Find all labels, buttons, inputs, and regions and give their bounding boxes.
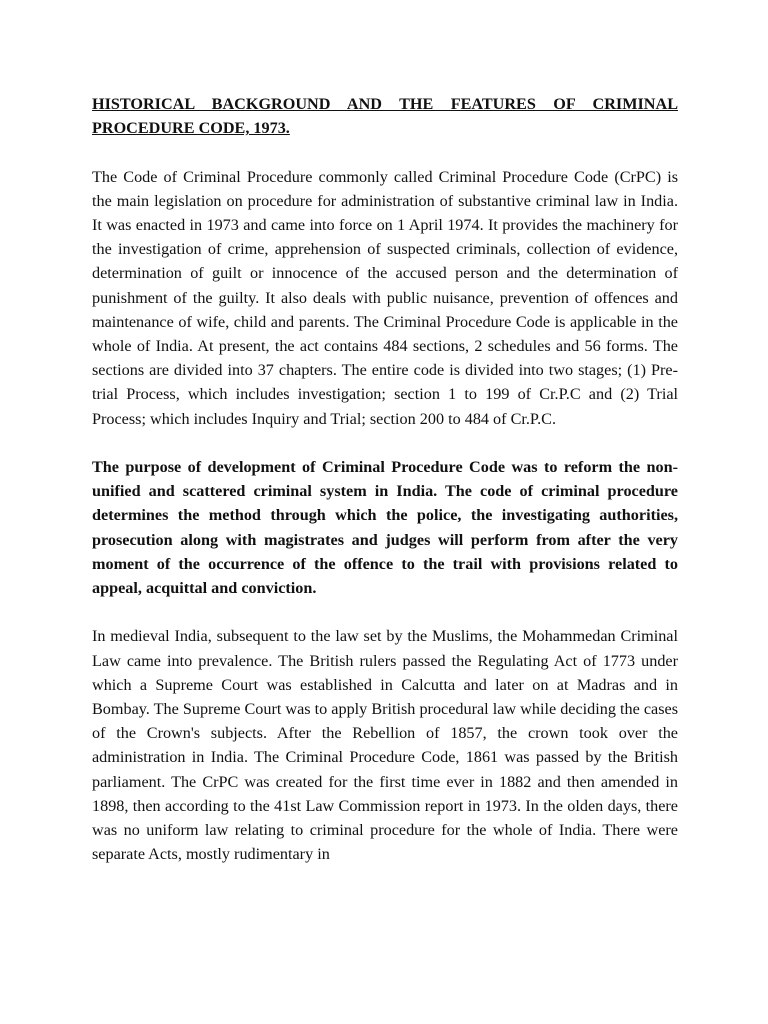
document-title: HISTORICAL BACKGROUND AND THE FEATURES OF CRIMINAL PROCEDURE CODE, 1973. xyxy=(92,95,678,138)
paragraph-crpc-overview: The Code of Criminal Procedure commonly called Criminal Procedure Code (CrPC) is the main legislation on procedure for administration of substantive criminal law in India. It was enacted in 1973 and came into force on 1 April 1974. It provides the machinery for the investigation of crime, apprehension of suspected criminals, collection of evidence, determination of guilt or innocence of the accused person and the determination of punishment of the guilty. It also deals with public nuisance, prevention of offences and maintenance of wife, child and parents. The Criminal Procedure Code is applicable in the whole of India. At present, the act contains 484 sections, 2 schedules and 56 forms. The sections are divided into 37 chapters. The entire code is divided into two stages; (1) Pre-trial Process, which includes investigation; section 1 to 199 of Cr.P.C and (2) Trial Process; which includes Inquiry and Trial; section 200 to 484 of Cr.P.C. xyxy=(92,167,678,428)
document-page xyxy=(92,92,678,891)
paragraph-history: In medieval India, subsequent to the law set by the Muslims, the Mohammedan Criminal Law came into prevalence. The British rulers passed the Regulating Act of 1773 under which a Supreme Court was established in Calcutta and later on at Madras and in Bombay. The Supreme Court was to apply British procedural law while deciding the cases of the Crown's subjects. After the Rebellion of 1857, the crown took over the administration in India. The Criminal Procedure Code, 1861 was passed by the British parliament. The CrPC was created for the first time ever in 1882 and then amended in 1898, then according to the 41st Law Commission report in 1973. In the olden days, there was no uniform law relating to criminal procedure for the whole of India. There were separate Acts, mostly rudimentary in xyxy=(92,627,678,864)
paragraph-purpose: The purpose of development of Criminal Procedure Code was to reform the non-unified and scattered criminal system in India. The code of criminal procedure determines the method through which the police, the investigating authorities, prosecution along with magistrates and judges will perform from after the very moment of the occurrence of the offence to the trail with provisions related to appeal, acquittal and conviction. xyxy=(92,458,678,598)
